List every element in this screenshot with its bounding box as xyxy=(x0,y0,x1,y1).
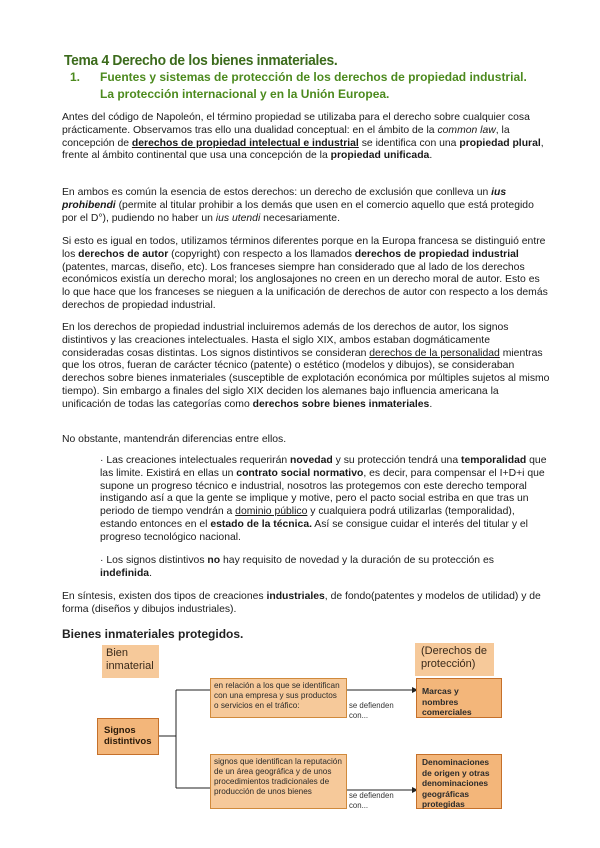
p3-text-e: (patentes, marcas, diseño, etc). Los franceses siempre han considerado que al lado de los derechos económicos existía un derecho moral; los anglosajones no creen en un derecho moral de autor. Esto es lo que hace que los franceses se nieguen a la unificación de derechos de autor con respecto a los demás derechos de propiedad industrial. xyxy=(62,261,548,311)
b2-no: no xyxy=(207,555,221,566)
p4-text-e: . xyxy=(429,398,433,410)
p1-text-e: se identifica con una xyxy=(358,137,460,149)
p2-ius-prohibendi: ius prohibendi xyxy=(62,187,507,211)
paragraph-2 xyxy=(62,187,550,225)
document-title: Tema 4 Derecho de los bienes inmateriales. xyxy=(64,52,338,69)
bullet-signos-distintivos xyxy=(100,555,548,581)
p4-derechos-bienes-inmateriales: derechos sobre bienes inmateriales xyxy=(252,398,430,410)
p4-text-a: En los derechos de propiedad industrial incluiremos además de los derechos de autor, los signos distintivos y las creaciones intelectuales. Hasta el siglo XIX, ambos estaban dogmáticamente consideradas cosas distintas. Los signos distintivos se consideran xyxy=(62,322,509,359)
section-number: 1. xyxy=(70,70,81,84)
section-heading-line1: Fuentes y sistemas de protección de los derechos de propiedad industrial. xyxy=(100,70,527,84)
diagram-heading: Bienes inmateriales protegidos. xyxy=(62,627,244,641)
section-heading-line2: La protección internacional y en la Unión Europea. xyxy=(100,87,390,101)
paragraph-4 xyxy=(62,322,550,412)
p1-propiedad-unificada: propiedad unificada xyxy=(330,150,430,162)
b1-dominio-publico: dominio público xyxy=(235,506,308,518)
p1-text-a: Antes del código de Napoleón, el término propiedad se utilizaba para el derecho sobre cualquier cosa prácticamente. Observamos tras ello una dualidad conceptual: en el ámbito de la xyxy=(62,112,530,136)
p2-text-a: En ambos es común la esencia de estos derechos: un derecho de exclusión que conlleva un xyxy=(62,187,492,198)
p1-derechos-propiedad: derechos de propiedad intelectual e industrial xyxy=(131,137,359,149)
b1-temporalidad: temporalidad xyxy=(461,455,527,466)
b2-text-c: hay requisito de novedad y la duración de su protección es xyxy=(220,555,494,566)
b2-text-a: · Los signos distintivos xyxy=(100,555,208,566)
p4-derechos-personalidad: derechos de la personalidad xyxy=(369,347,500,359)
p6-text-a: En síntesis, existen dos tipos de creaciones xyxy=(62,591,267,602)
paragraph-6 xyxy=(62,591,550,617)
p3-derechos-propiedad-industrial: derechos de propiedad industrial xyxy=(354,248,519,260)
b1-text-e: que las limite. Existirá en ellas un xyxy=(100,455,547,479)
derechos-proteccion-label: (Derechos de protección) xyxy=(415,643,494,676)
bien-inmaterial-label: Bien inmaterial xyxy=(102,645,159,678)
bottom-connector-label: se defienden con... xyxy=(349,791,394,810)
b2-text-e: . xyxy=(149,567,152,579)
paragraph-5: No obstante, mantendrán diferencias entre ellos. xyxy=(62,434,287,445)
b1-text-k: Así se consigue cuidar el interés del titular y el progreso tecnológico nacional. xyxy=(100,518,528,543)
denominaciones-result-box xyxy=(416,754,502,809)
p6-text-c: , de fondo(patentes y modelos de utilidad) y de forma (diseños y dibujos industriales). xyxy=(62,591,541,615)
p2-text-e: necesariamente. xyxy=(260,212,340,224)
p1-text-c: , la concepción de xyxy=(62,124,510,149)
b1-text-c: y su protección tendrá una xyxy=(332,455,461,466)
top-description-box: en relación a los que se identifican con una empresa y sus productos o servicios en el tráfico: xyxy=(210,678,347,718)
p1-text-i: . xyxy=(429,150,433,162)
b1-contrato-social: contrato social normativo xyxy=(236,467,364,479)
b1-estado-tecnica: estado de la técnica. xyxy=(210,518,312,530)
denominaciones-result-text: Denominaciones de origen y otras denominaciones geográficas protegidas xyxy=(422,757,490,809)
b2-indefinida: indefinida xyxy=(100,567,150,579)
paragraph-3 xyxy=(62,236,550,313)
b1-text-i: y cualquiera podrá utilizarlas (temporalidad), estando entonces en el xyxy=(100,506,515,530)
marcas-result-box: Marcas y nombres comerciales xyxy=(416,678,502,718)
section-heading xyxy=(70,69,550,103)
paragraph-1 xyxy=(62,112,550,163)
p3-text-a: Si esto es igual en todos, utilizamos términos diferentes porque en la Europa francesa se distinguió entre los xyxy=(62,236,546,260)
p6-industriales: industriales xyxy=(266,591,325,602)
p2-ius-utendi: ius utendi xyxy=(215,212,261,224)
bullet-creaciones-intelectuales xyxy=(100,455,548,545)
b1-text-g: , es decir, para compensar el I+D+i que supone un progreso técnico e industrial, nosotros las protegemos con este derecho temporal instigando así a que la gente se implique y motive, pero el pacto social estriba en que tras un periodo de tiempo vendrán a xyxy=(100,467,545,518)
top-connector-label: se defienden con... xyxy=(349,701,394,720)
bottom-description-box: signos que identifican la reputación de un área geográfica y de unos procedimientos tradicionales de producción de unos bienes xyxy=(210,754,347,809)
p2-text-c: (permite al titular prohibir a los demás que usen en el comercio aquello que está protegido por el D°), pudiendo no haber un xyxy=(62,199,534,224)
p4-text-c: mientras que los otros, fueran de carácter técnico (patente) o estético (modelos y dibujos), se consideraban derechos sobre bienes inmateriales (susceptible de explotación económica por múltiples sujetos al mismo tiempo). Sin embargo a finales del siglo XIX deciden los alemanes bajo influencia americana la unificación de todas las categorías como xyxy=(62,347,550,410)
b1-text-a: · Las creaciones intelectuales requerirán xyxy=(100,455,291,466)
signos-distintivos-box: Signos distintivos xyxy=(97,718,159,755)
p1-common-law: common law xyxy=(437,124,496,136)
b1-novedad: novedad xyxy=(290,455,333,466)
p3-derechos-autor: derechos de autor xyxy=(78,248,169,260)
p1-propiedad-plural: propiedad plural xyxy=(459,137,541,149)
p1-text-g: , frente al ámbito continental que usa una concepción de la xyxy=(62,137,544,162)
p3-text-c: (copyright) con respecto a los llamados xyxy=(168,248,355,260)
